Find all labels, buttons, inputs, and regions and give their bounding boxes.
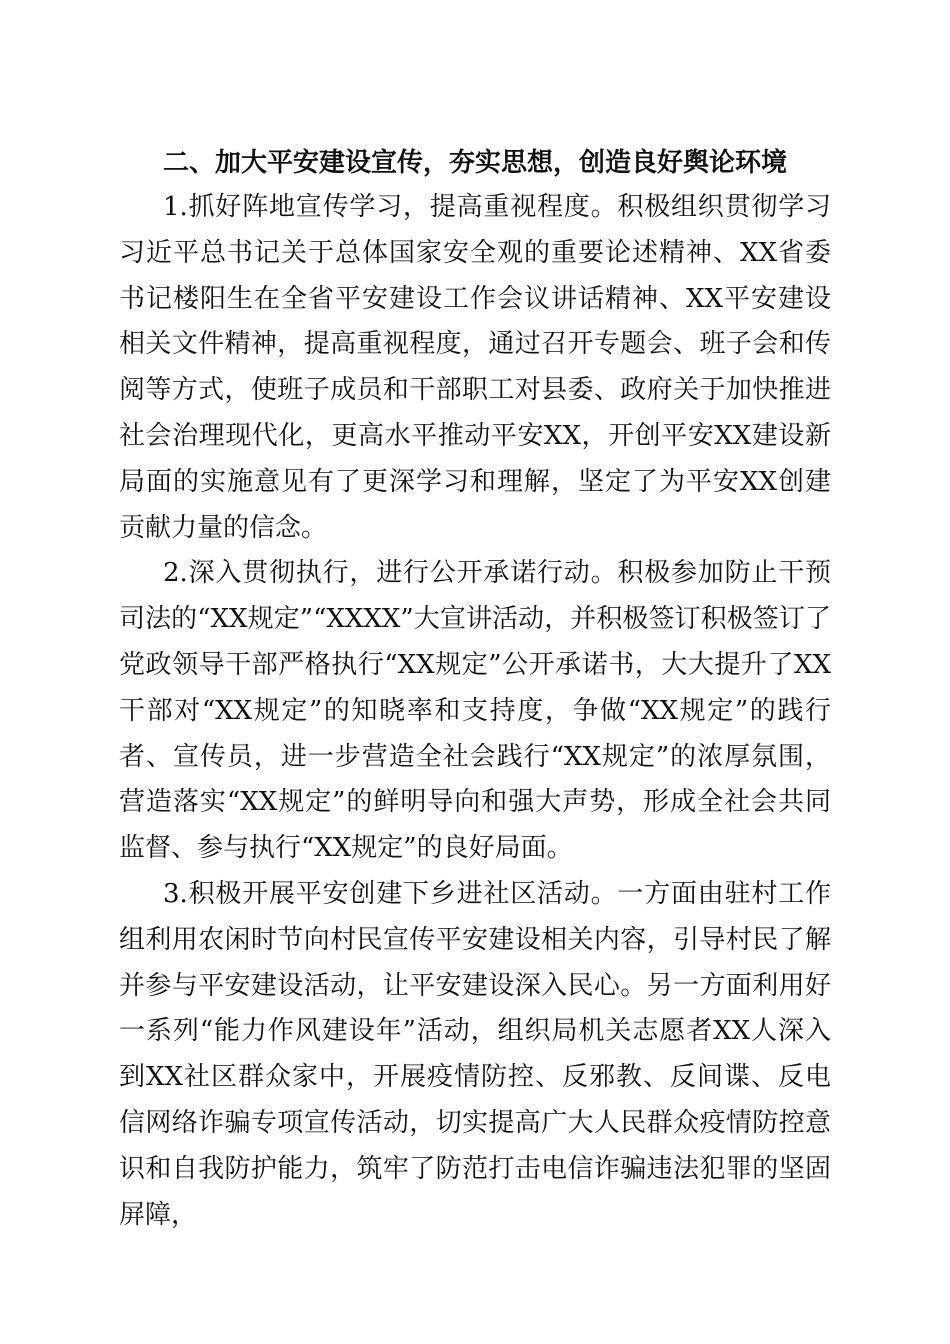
paragraph-2: 2.深入贯彻执行，进行公开承诺行动。积极参加防止干预司法的“XX规定”“XXXX”大宣讲活动，并积极签订积极签订了党政领导干部严格执行“XX规定”公开承诺书，大大提升了XX干部对“XX规定”的知晓率和支持度，争做“XX规定”的践行者、宣传员，进一步营造全社会践行“XX规定”的浓厚氛围，营造落实“XX规定”的鲜明导向和强大声势，形成全社会共同监督、参与执行“XX规定”的良好局面。 bbox=[119, 558, 831, 864]
section-heading: 二、加大平安建设宣传，夯实思想，创造良好舆论环境 bbox=[163, 148, 788, 178]
paragraph-1: 1.抓好阵地宣传学习，提高重视程度。积极组织贯彻学习习近平总书记关于总体国家安全观的重要论述精神、XX省委书记楼阳生在全省平安建设工作会议讲话精神、XX平安建设相关文件精神，提高重视程度，通过召开专题会、班子会和传阅等方式，使班子成员和干部职工对县委、政府关于加快推进社会治理现代化，更高水平推动平安XX，开创平安XX建设新局面的实施意见有了更深学习和理解，坚定了为平安XX创建贡献力量的信念。 bbox=[119, 192, 831, 543]
body-text bbox=[119, 185, 831, 1238]
paragraph-3: 3.积极开展平安创建下乡进社区活动。一方面由驻村工作组利用农闲时节向村民宣传平安建设相关内容，引导村民了解并参与平安建设活动，让平安建设深入民心。另一方面利用好一系列“能力作风建设年”活动，组织局机关志愿者XX人深入到XX社区群众家中，开展疫情防控、反邪教、反间谍、反电信网络诈骗专项宣传活动，切实提高广大人民群众疫情防控意识和自我防护能力，筑牢了防范打击电信诈骗违法犯罪的坚固屏障， bbox=[119, 878, 831, 1230]
